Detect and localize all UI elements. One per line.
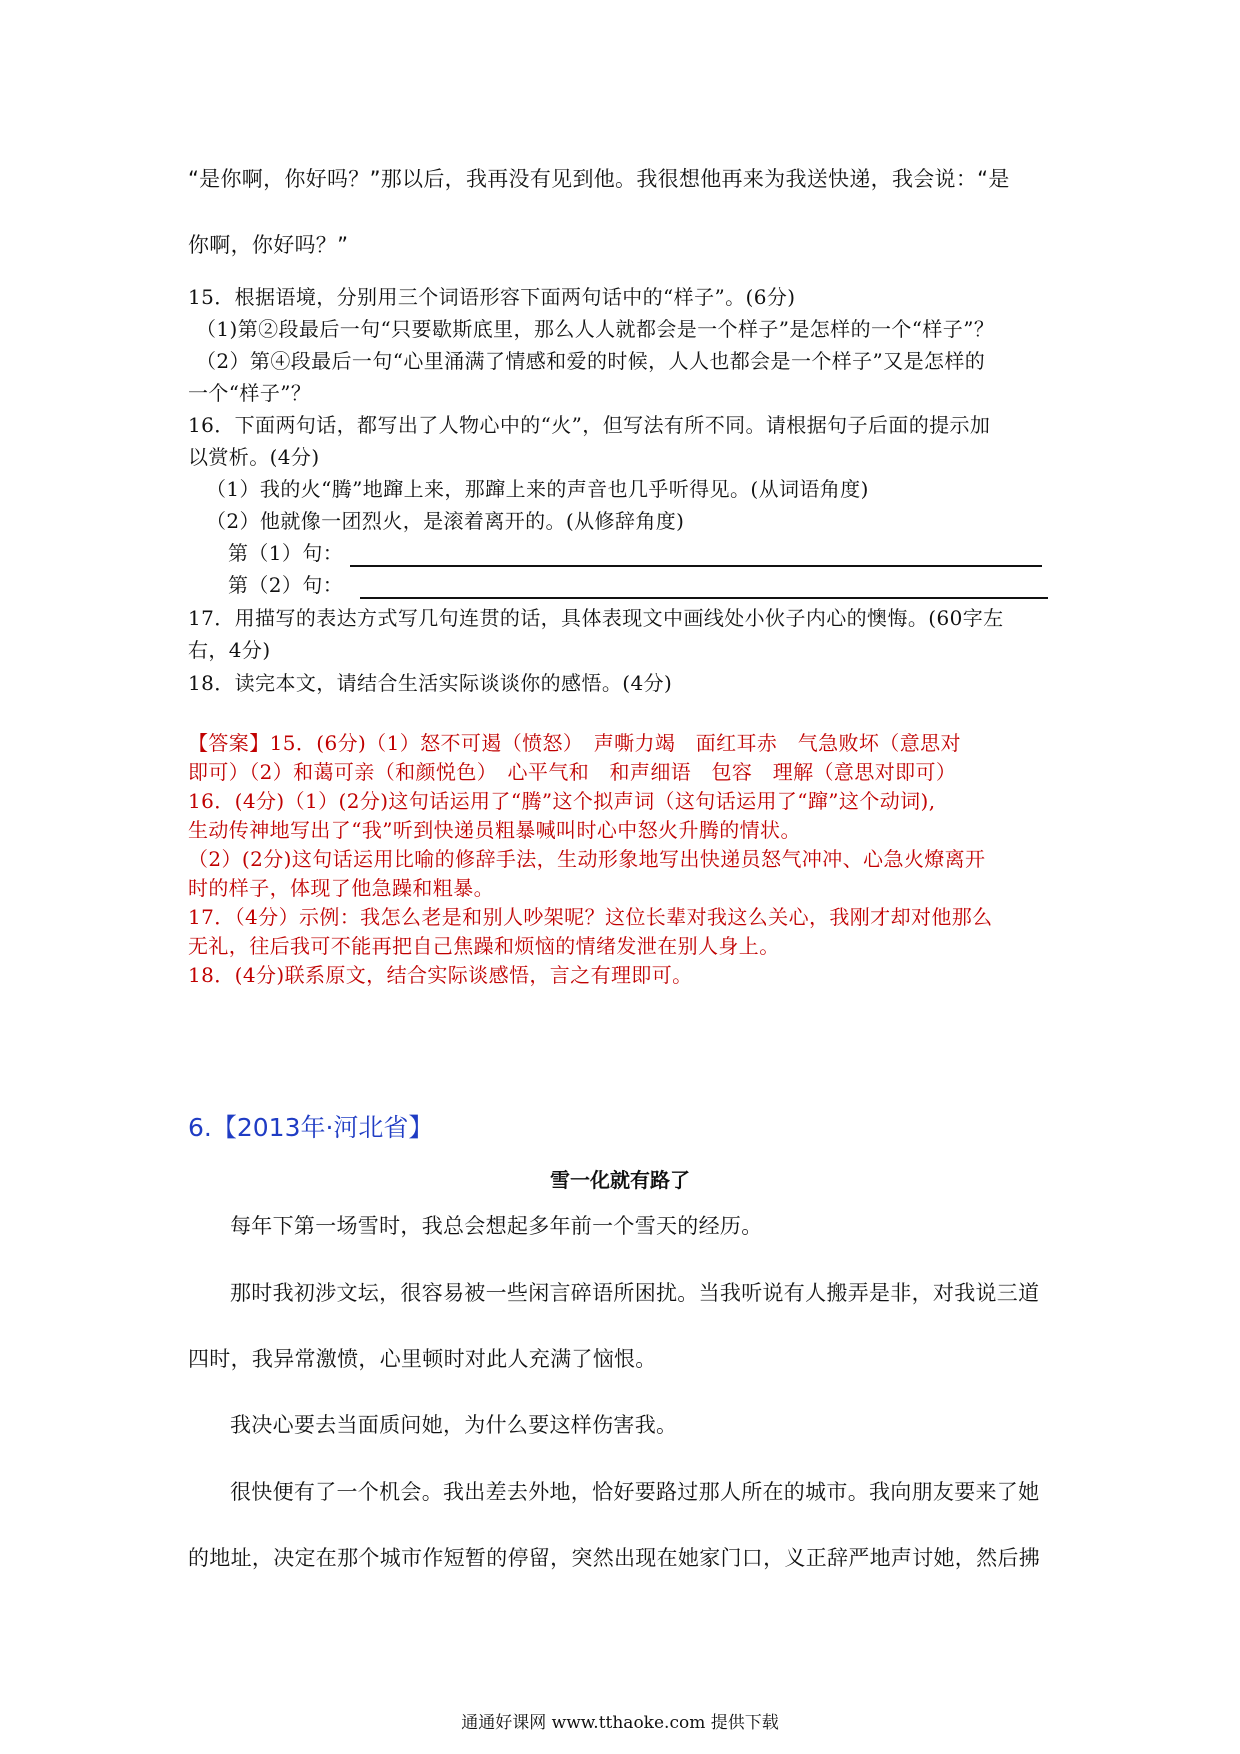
answer-line: 时的样子，体现了他急躁和粗暴。 bbox=[188, 876, 494, 900]
question-17-cont: 右，4分) bbox=[188, 638, 271, 662]
passage-line: 那时我初涉文坛，很容易被一些闲言碎语所困扰。当我听说有人搬弄是非，对我说三道 bbox=[230, 1281, 1040, 1305]
question-16-sentence-1: （1）我的火“腾”地蹿上来，那蹿上来的声音也几乎听得见。(从词语角度) bbox=[206, 477, 869, 501]
passage-line: 很快便有了一个机会。我出差去外地，恰好要路过那人所在的城市。我向朋友要来了她 bbox=[230, 1480, 1040, 1504]
section-heading: 6.【2013年·河北省】 bbox=[188, 1113, 434, 1142]
passage-title: 雪一化就有路了 bbox=[550, 1168, 690, 1192]
question-15: 15．根据语境，分别用三个词语形容下面两句话中的“样子”。(6分) bbox=[188, 285, 796, 309]
passage-line: 的地址，决定在那个城市作短暂的停留，突然出现在她家门口，义正辞严地声讨她，然后拂 bbox=[188, 1546, 1040, 1570]
question-16-sentence-2: （2）他就像一团烈火，是滚着离开的。(从修辞角度) bbox=[206, 509, 685, 533]
passage-line: 每年下第一场雪时，我总会想起多年前一个雪天的经历。 bbox=[230, 1214, 763, 1238]
question-17: 17．用描写的表达方式写几句连贯的话，具体表现文中画线处小伙子内心的懊悔。(60字左 bbox=[188, 606, 1004, 630]
footer-credit: 通通好课网 www.tthaoke.com 提供下载 bbox=[461, 1713, 779, 1733]
answer-line: 【答案】15．(6分)（1）怒不可遏（愤怒） 声嘶力竭 面红耳赤 气急败坏（意思对 bbox=[188, 731, 961, 755]
question-16: 16．下面两句话，都写出了人物心中的“火”，但写法有所不同。请根据句子后面的提示加 bbox=[188, 413, 991, 437]
answer-label-2: 第（2）句： bbox=[228, 573, 344, 597]
answer-label-1: 第（1）句： bbox=[228, 541, 344, 565]
answer-line: 16．(4分)（1）(2分)这句话运用了“腾”这个拟声词（这句话运用了“蹿”这个动词), bbox=[188, 789, 936, 813]
answer-blank-1[interactable] bbox=[350, 565, 1042, 567]
story-line: “是你啊，你好吗？”那以后，我再没有见到他。我很想他再来为我送快递，我会说：“是 bbox=[188, 167, 1010, 191]
passage-line: 我决心要去当面质问她，为什么要这样伤害我。 bbox=[230, 1413, 678, 1437]
question-15-part-1: （1)第②段最后一句“只要歇斯底里，那么人人就都会是一个样子”是怎样的一个“样子”？ bbox=[196, 317, 995, 341]
passage-line: 四时，我异常激愤，心里顿时对此人充满了恼恨。 bbox=[188, 1347, 657, 1371]
answer-blank-2[interactable] bbox=[360, 597, 1048, 599]
answer-line: 无礼，往后我可不能再把自己焦躁和烦恼的情绪发泄在别人身上。 bbox=[188, 934, 780, 958]
answer-line: 生动传神地写出了“我”听到快递员粗暴喊叫时心中怒火升腾的情状。 bbox=[188, 818, 801, 842]
question-15-part-2: （2）第④段最后一句“心里涌满了情感和爱的时候，人人也都会是一个样子”又是怎样的 bbox=[196, 349, 986, 373]
answer-line: （2）(2分)这句话运用比喻的修辞手法，生动形象地写出快递员怒气冲冲、心急火燎离开 bbox=[188, 847, 986, 871]
answer-line: 18．(4分)联系原文，结合实际谈感悟，言之有理即可。 bbox=[188, 963, 693, 987]
answer-line: 即可）（2）和蔼可亲（和颜悦色） 心平气和 和声细语 包容 理解（意思对即可） bbox=[188, 760, 957, 784]
question-18: 18．读完本文，请结合生活实际谈谈你的感悟。(4分) bbox=[188, 671, 673, 695]
question-16-cont: 以赏析。(4分) bbox=[188, 445, 320, 469]
answer-line: 17．（4分）示例：我怎么老是和别人吵架呢？这位长辈对我这么关心，我刚才却对他那么 bbox=[188, 905, 993, 929]
story-line: 你啊，你好吗？” bbox=[188, 233, 349, 257]
question-15-part-2-cont: 一个“样子”？ bbox=[188, 381, 312, 405]
